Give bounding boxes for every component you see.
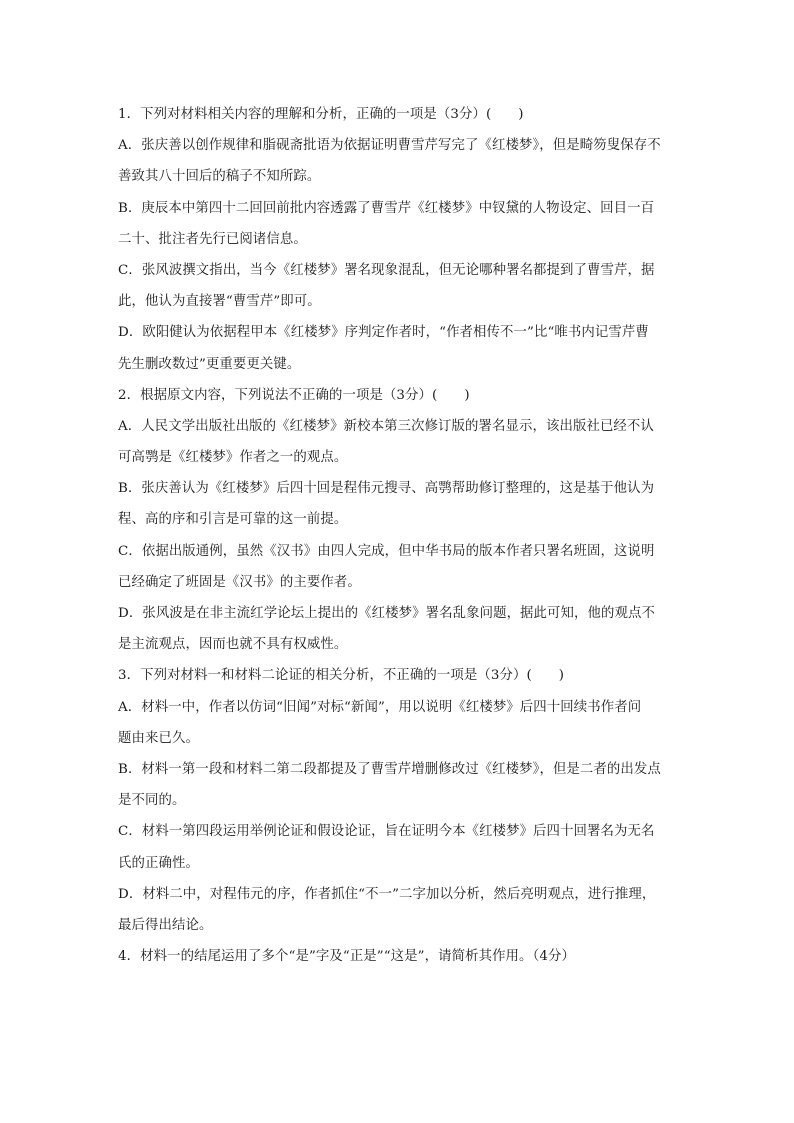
option-line: B．张庆善认为《红楼梦》后四十回是程伟元搜寻、高鹗帮助修订整理的，这是基于他认为 (118, 481, 655, 497)
option-line: B．材料一第一段和材料二第二段都提及了曹雪芹增删修改过《红楼梦》，但是二者的出发点 (118, 761, 661, 777)
question-1-option-a (118, 130, 680, 192)
question-2-option-b (118, 473, 680, 535)
option-line: D．材料二中，对程伟元的序，作者抓住“不一”二字加以分析，然后亮明观点，进行推理， (118, 886, 656, 902)
option-line: 最后得出结论。 (118, 917, 213, 933)
option-line: D．欧阳健认为依据程甲本《红楼梦》序判定作者时，“作者相传不一”比“唯书内记雪芹曹 (118, 325, 649, 341)
question-4 (118, 941, 680, 972)
question-3-stem: 3．下列对材料一和材料二论证的相关分析，不正确的一项是（3分）( ) (118, 668, 565, 684)
question-3 (118, 660, 680, 941)
question-1-stem: 1．下列对材料相关内容的理解和分析，正确的一项是（3分）( ) (118, 107, 524, 122)
question-1-option-c (118, 255, 680, 317)
question-2-stem: 2．根据原文内容，下列说法不正确的一项是（3分）( ) (118, 387, 470, 403)
option-line: 氏的正确性。 (118, 855, 199, 871)
option-line: A．人民文学出版社出版的《红楼梦》新校本第三次修订版的署名显示，该出版社已经不认 (118, 418, 654, 434)
question-3-option-d (118, 879, 680, 941)
option-line: C．材料一第四段运用举例论证和假设论证，旨在证明今本《红楼梦》后四十回署名为无名 (118, 824, 655, 840)
option-line: 先生删改数过”更重要更关键。 (118, 356, 301, 372)
option-line: C．依据出版通例，虽然《汉书》由四人完成，但中华书局的版本作者只署名班固，这说明 (118, 543, 655, 559)
option-line: 程、高的序和引言是可靠的这一前提。 (118, 512, 348, 528)
option-line: 善致其八十回后的稿子不知所踪。 (118, 169, 321, 185)
option-line: 题由来已久。 (118, 730, 199, 746)
question-2-option-a (118, 411, 680, 473)
question-2 (118, 380, 680, 661)
option-line: B．庚辰本中第四十二回回前批内容透露了曹雪芹《红楼梦》中钗黛的人物设定、回目一百 (118, 200, 655, 216)
question-1 (118, 99, 680, 380)
option-line: 是主流观点，因而也就不具有权威性。 (118, 637, 348, 653)
question-2-option-c (118, 536, 680, 598)
option-line: D．张风波是在非主流红学论坛上提出的《红楼梦》署名乱象问题，据此可知，他的观点不 (118, 606, 655, 621)
option-line: C．张风波撰文指出，当今《红楼梦》署名现象混乱，但无论哪种署名都提到了曹雪芹，据 (118, 262, 655, 278)
question-3-option-b (118, 754, 680, 816)
question-list (118, 99, 680, 972)
question-2-option-d (118, 598, 680, 660)
question-1-option-d (118, 317, 680, 379)
question-1-option-b (118, 193, 680, 255)
option-line: 是不同的。 (118, 793, 186, 809)
question-4-stem: 4．材料一的结尾运用了多个“是”字及“正是”“这是”，请简析其作用。（4分） (118, 949, 575, 965)
option-line: 已经确定了班固是《汉书》的主要作者。 (118, 574, 361, 590)
question-3-option-c (118, 816, 680, 878)
option-line: 此，他认为直接署“曹雪芹”即可。 (118, 294, 321, 310)
option-line: A．张庆善以创作规律和脂砚斋批语为依据证明曹雪芹写完了《红楼梦》，但是畸笏叟保存不 (118, 138, 661, 154)
question-3-option-a (118, 692, 680, 754)
option-line: A．材料一中，作者以仿词“旧闻”对标“新闻”，用以说明《红楼梦》后四十回续书作者问 (118, 699, 642, 715)
option-line: 可高鹗是《红楼梦》作者之一的观点。 (118, 450, 348, 466)
option-line: 二十、批注者先行已阅诸信息。 (118, 231, 307, 247)
